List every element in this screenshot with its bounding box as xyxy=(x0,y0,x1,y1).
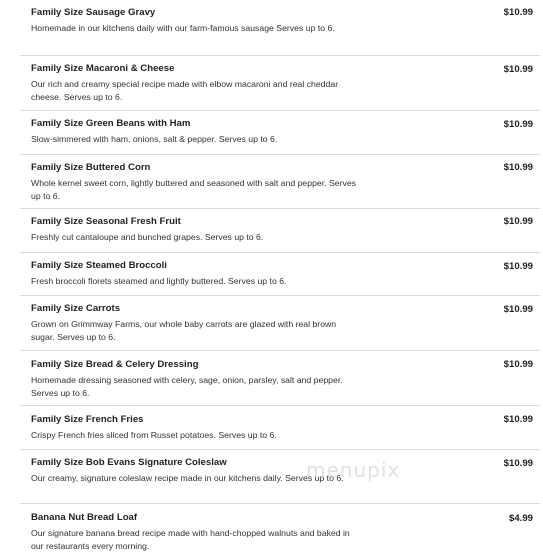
item-name: Family Size Carrots xyxy=(31,303,121,314)
item-description: Homemade in our kitchens daily with our farm-famous sausage Serves up to 6. xyxy=(31,23,335,33)
item-name: Family Size Macaroni & Cheese xyxy=(31,63,175,74)
item-name: Family Size Seasonal Fresh Fruit xyxy=(31,216,181,227)
menu-item xyxy=(20,350,540,406)
item-name: Family Size Steamed Broccoli xyxy=(31,260,167,271)
watermark-logo: menupix xyxy=(306,458,401,482)
item-description: Whole kernel sweet corn, lightly buttered and seasoned with salt and pepper. Serves up to 6. xyxy=(31,178,357,201)
item-description: Crispy French fries sliced from Russet potatoes. Serves up to 6. xyxy=(31,430,277,440)
menu-item xyxy=(20,449,540,504)
item-price: $10.99 xyxy=(503,119,533,130)
item-name: Family Size Buttered Corn xyxy=(31,162,151,173)
item-price: $10.99 xyxy=(503,162,533,173)
item-description: Our rich and creamy special recipe made with elbow macaroni and real cheddar cheese. Serves up to 6. xyxy=(31,79,339,102)
menu-item xyxy=(20,405,540,450)
item-price: $10.99 xyxy=(503,414,533,425)
item-price: $10.99 xyxy=(503,359,533,370)
menu-item xyxy=(20,503,540,554)
item-price: $10.99 xyxy=(503,304,533,315)
item-name: Family Size French Fries xyxy=(31,414,144,425)
item-price: $10.99 xyxy=(503,7,533,18)
item-description: Fresh broccoli florets steamed and lightly buttered. Serves up to 6. xyxy=(31,276,287,286)
menu-item xyxy=(20,295,540,351)
item-description: Homemade dressing seasoned with celery, sage, onion, parsley, salt and pepper. Serves up to 6. xyxy=(31,375,343,398)
menu-item xyxy=(20,55,540,111)
menu-item xyxy=(20,208,540,253)
item-price: $10.99 xyxy=(503,216,533,227)
item-name: Family Size Sausage Gravy xyxy=(31,7,156,18)
item-description: Slow-simmered with ham, onions, salt & pepper. Serves up to 6. xyxy=(31,134,278,144)
item-description: Grown on Grimmway Farms, our whole baby carrots are glazed with real brown sugar. Serves up to 6. xyxy=(31,319,337,342)
item-name: Banana Nut Bread Loaf xyxy=(31,512,138,523)
item-price: $4.99 xyxy=(508,513,533,524)
menu-item xyxy=(20,0,540,55)
item-name: Family Size Bread & Celery Dressing xyxy=(31,359,199,370)
menu-item xyxy=(20,252,540,296)
item-name: Family Size Bob Evans Signature Coleslaw xyxy=(31,457,227,468)
item-price: $10.99 xyxy=(503,261,533,272)
menu-item xyxy=(20,154,540,209)
menu-item xyxy=(20,110,540,155)
item-description: Our creamy, signature coleslaw recipe made in our kitchens daily. Serves up to 6. xyxy=(31,473,344,483)
item-description: Our signature banana bread recipe made with hand-chopped walnuts and baked in our restaurants every morning. xyxy=(31,528,350,551)
item-price: $10.99 xyxy=(503,458,533,469)
item-name: Family Size Green Beans with Ham xyxy=(31,118,191,129)
item-description: Freshly cut cantaloupe and bunched grapes. Serves up to 6. xyxy=(31,232,264,242)
item-price: $10.99 xyxy=(503,64,533,75)
